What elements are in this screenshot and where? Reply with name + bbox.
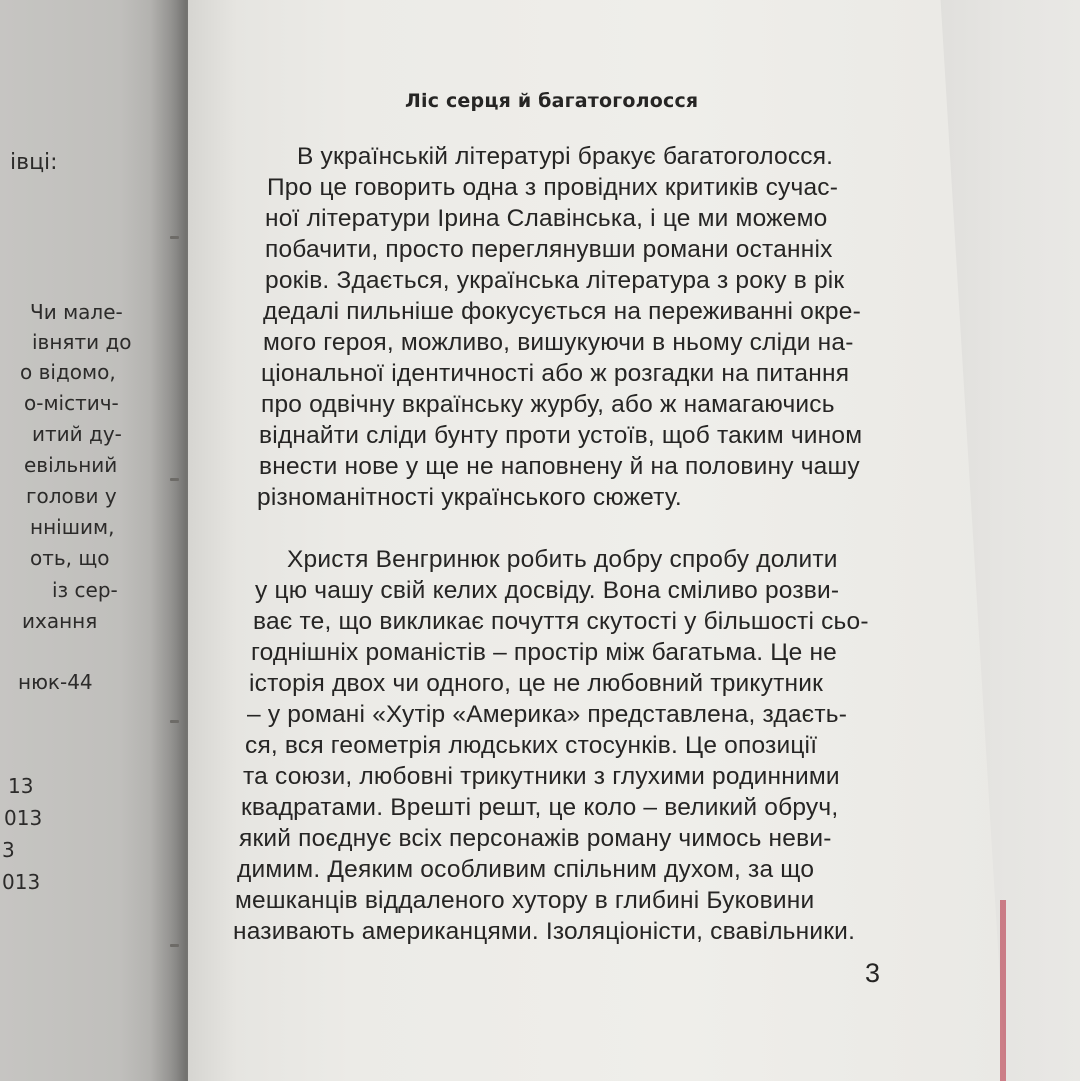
text-line: який поєднує всіх персонажів роману чимось неви- <box>239 825 832 852</box>
text-line: ціональної ідентичності або ж розгадки на питання <box>261 360 850 387</box>
text-line: різноманітності українського сюжету. <box>257 484 682 511</box>
text-line: Про це говорить одна з провідних критиків сучас- <box>267 174 839 201</box>
binding-stitch <box>170 944 179 947</box>
left-page-fragment: 13 <box>8 774 34 798</box>
text-line: віднайти сліди бунту проти устоїв, щоб таким чином <box>259 422 863 449</box>
binding-stitch <box>170 720 179 723</box>
text-line: історія двох чи одного, це не любовний трикутник <box>249 670 824 697</box>
page-edge <box>1000 900 1006 1081</box>
left-page-fragment: голови у <box>26 484 117 508</box>
left-page-fragment: ихання <box>22 609 98 633</box>
text-line: – у романі «Хутір «Америка» представлена, здаєть- <box>247 701 848 728</box>
text-line: побачити, просто переглянувши романи останніх <box>265 236 833 263</box>
left-page-fragment: івняти до <box>32 330 132 354</box>
text-line: ся, вся геометрія людських стосунків. Це опозиції <box>245 732 818 759</box>
left-page-fragment: нюк-44 <box>18 670 93 694</box>
chapter-title: Ліс серця й багатоголосся <box>405 90 699 112</box>
text-line: внести нове у ще не наповнену й на половину чашу <box>259 453 860 480</box>
left-page-fragment: 3 <box>2 838 15 862</box>
left-page-fragment: ннішим, <box>30 515 115 539</box>
page-number: 3 <box>865 958 881 988</box>
left-page-fragment: о-містич- <box>24 391 119 415</box>
left-page-fragment: оть, що <box>30 546 110 570</box>
text-line: називають американцями. Ізоляціоністи, свавільники. <box>233 918 856 945</box>
left-page-fragment: евільний <box>24 453 118 477</box>
left-page-fragment: итий ду- <box>32 422 122 446</box>
text-line: мешканців віддаленого хутору в глибині Буковини <box>235 887 815 914</box>
text-line: у цю чашу свій келих досвіду. Вона сміливо розви- <box>255 577 840 604</box>
text-line: квадратами. Врешті решт, це коло – великий обруч, <box>241 794 839 821</box>
left-page-fragment: о відомо, <box>20 360 116 384</box>
text-line: ної літератури Ірина Славінська, і це ми можемо <box>265 205 828 232</box>
binding-stitch <box>170 236 179 239</box>
text-line: мого героя, можливо, вишукуючи в ньому сліди на- <box>263 329 854 356</box>
left-page-fragment: івці: <box>10 150 58 175</box>
text-line: димим. Деяким особливим спільним духом, за що <box>237 856 815 883</box>
text-line: років. Здається, українська література з року в рік <box>265 267 845 294</box>
text-line: дедалі пильніше фокусується на переживанні окре- <box>263 298 861 325</box>
left-page-fragment: Чи мале- <box>30 300 123 324</box>
text-line: годнішніх романістів – простір між багатьма. Це не <box>251 639 838 666</box>
text-line: та союзи, любовні трикутники з глухими родинними <box>243 763 840 790</box>
left-page-fragment: із сер- <box>52 578 118 602</box>
text-line: про одвічну вкраїнську журбу, або ж намагаючись <box>261 391 835 418</box>
left-page-fragment: 013 <box>4 806 43 830</box>
text-line: ває те, що викликає почуття скутості у більшості сьо- <box>253 608 869 635</box>
left-page-fragment: 013 <box>2 870 41 894</box>
binding-stitch <box>170 478 179 481</box>
text-line: Христя Венгринюк робить добру спробу долити <box>287 546 838 573</box>
text-line: В українській літературі бракує багатоголосся. <box>297 143 834 170</box>
